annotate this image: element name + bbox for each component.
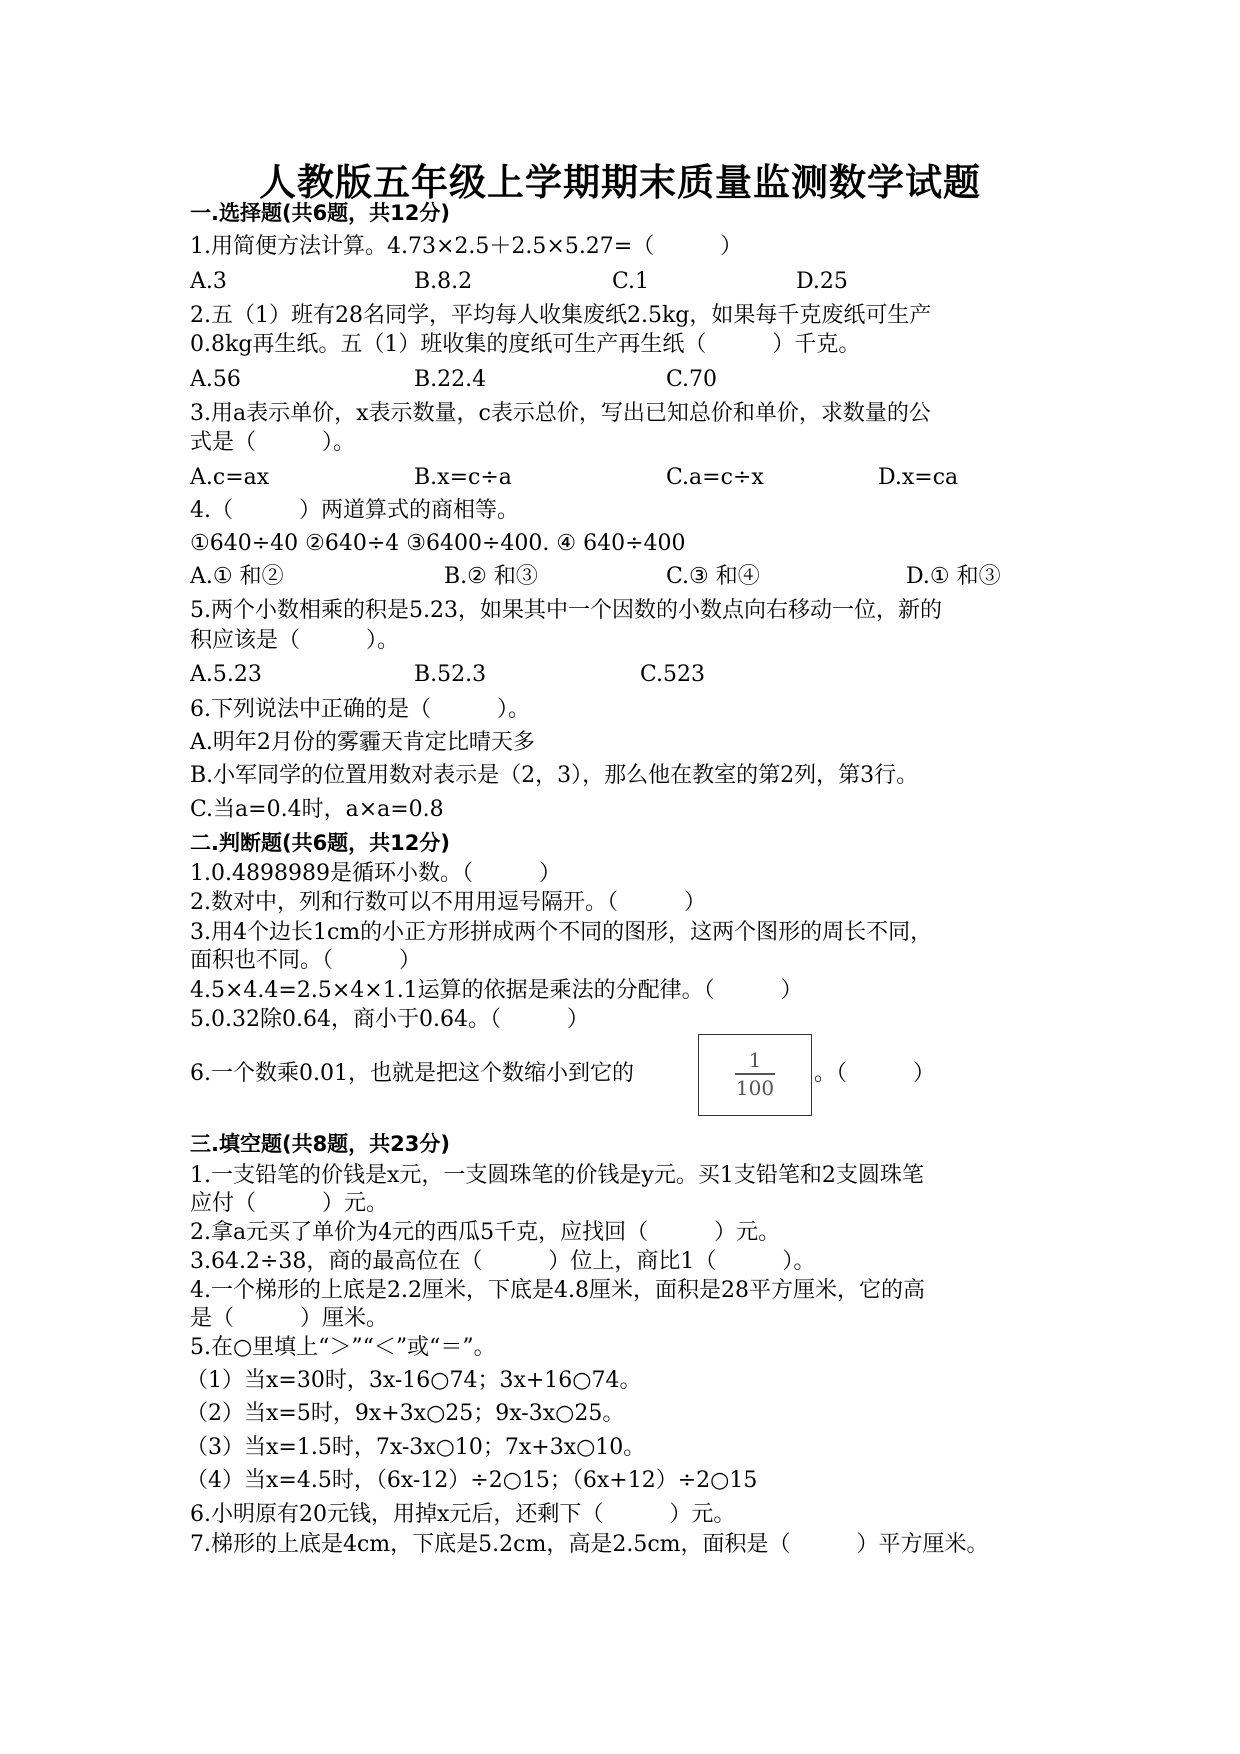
choice-question-6: 6.下列说法中正确的是（ ）。 bbox=[190, 697, 530, 722]
fill-question-6: 6.小明原有20元钱，用掉x元后，还剩下（ ）元。 bbox=[190, 1502, 736, 1527]
judgement-question-3-line2: 面积也不同。（ ） bbox=[190, 948, 422, 973]
fill-5-item-4: （4）当x=4.5时，（6x-12）÷2○15；（6x+12）÷2○15 bbox=[186, 1468, 758, 1493]
fraction-bar bbox=[735, 1073, 775, 1075]
choice-2-option-c: C.70 bbox=[666, 367, 718, 392]
choice-4-option-a: A.① 和② bbox=[190, 564, 284, 589]
choice-question-5-line2: 积应该是（ ）。 bbox=[190, 628, 400, 653]
choice-3-option-b: B.x=c÷a bbox=[414, 465, 512, 490]
section-heading-choice: 一.选择题(共6题，共12分) bbox=[190, 201, 451, 225]
choice-question-3-line2: 式是（ ）。 bbox=[190, 430, 356, 455]
judgement-question-1: 1.0.4898989是循环小数。（ ） bbox=[190, 861, 561, 886]
section-heading-judgement: 二.判断题(共6题，共12分) bbox=[190, 831, 451, 855]
choice-question-5-line1: 5.两个小数相乘的积是5.23，如果其中一个因数的小数点向右移动一位，新的 bbox=[190, 598, 942, 623]
fill-question-5: 5.在○里填上“＞”“＜”或“＝”。 bbox=[190, 1335, 496, 1360]
fraction-denominator: 100 bbox=[735, 1075, 775, 1100]
choice-question-2-line2: 0.8kg再生纸。五（1）班收集的度纸可生产再生纸（ ）千克。 bbox=[190, 332, 861, 357]
choice-4-option-b: B.② 和③ bbox=[444, 564, 538, 589]
choice-question-4-line1: 4.（ ）两道算式的商相等。 bbox=[190, 498, 519, 523]
fill-question-4-line1: 4.一个梯形的上底是2.2厘米，下底是4.8厘米，面积是28平方厘米，它的高 bbox=[190, 1278, 925, 1303]
choice-question-4-line2: ①640÷40 ②640÷4 ③6400÷400. ④ 640÷400 bbox=[190, 531, 686, 556]
fill-5-item-2: （2）当x=5时，9x+3x○25；9x-3x○25。 bbox=[186, 1401, 625, 1426]
judgement-question-2: 2.数对中，列和行数可以不用用逗号隔开。（ ） bbox=[190, 890, 706, 915]
choice-1-option-c: C.1 bbox=[612, 269, 650, 294]
fraction-box bbox=[698, 1034, 812, 1116]
choice-3-option-a: A.c=ax bbox=[190, 465, 270, 490]
fraction-one-hundredth bbox=[699, 1049, 811, 1099]
choice-5-option-c: C.523 bbox=[640, 662, 706, 687]
choice-1-option-a: A.3 bbox=[190, 269, 227, 294]
judgement-question-3-line1: 3.用4个边长1cm的小正方形拼成两个不同的图形，这两个图形的周长不同， bbox=[190, 920, 933, 945]
fraction-numerator: 1 bbox=[748, 1048, 762, 1072]
judgement-question-5: 5.0.32除0.64，商小于0.64。（ ） bbox=[190, 1007, 589, 1032]
fill-question-1-line2: 应付（ ）元。 bbox=[190, 1191, 389, 1216]
choice-1-option-d: D.25 bbox=[796, 269, 848, 294]
page-title: 人教版五年级上学期期末质量监测数学试题 bbox=[259, 161, 981, 204]
choice-4-option-c: C.③ 和④ bbox=[666, 564, 760, 589]
choice-5-option-b: B.52.3 bbox=[414, 662, 487, 687]
choice-6-option-c: C.当a=0.4时，a×a=0.8 bbox=[190, 797, 444, 822]
choice-3-option-c: C.a=c÷x bbox=[666, 465, 764, 490]
fill-question-2: 2.拿a元买了单价为4元的西瓜5千克，应找回（ ）元。 bbox=[190, 1220, 781, 1245]
fill-question-4-line2: 是（ ）厘米。 bbox=[190, 1306, 389, 1331]
fill-question-3: 3.64.2÷38，商的最高位在（ ）位上，商比1（ ）。 bbox=[190, 1249, 816, 1274]
choice-question-2-line1: 2.五（1）班有28名同学，平均每人收集废纸2.5kg，如果每千克废纸可生产 bbox=[190, 303, 932, 328]
section-heading-fill: 三.填空题(共8题，共23分) bbox=[190, 1132, 451, 1156]
judgement-question-6-text: 6.一个数乘0.01，也就是把这个数缩小到它的 bbox=[190, 1061, 634, 1086]
choice-question-1: 1.用简便方法计算。4.73×2.5＋2.5×5.27=（ ） bbox=[190, 234, 743, 259]
choice-6-option-b: B.小军同学的位置用数对表示是（2，3），那么他在教室的第2列，第3行。 bbox=[190, 763, 919, 788]
choice-1-option-b: B.8.2 bbox=[414, 269, 473, 294]
choice-5-option-a: A.5.23 bbox=[190, 662, 262, 687]
choice-3-option-d: D.x=ca bbox=[878, 465, 959, 490]
fill-question-7: 7.梯形的上底是4cm，下底是5.2cm，高是2.5cm，面积是（ ）平方厘米。 bbox=[190, 1532, 989, 1557]
judgement-question-4: 4.5×4.4=2.5×4×1.1运算的依据是乘法的分配律。（ ） bbox=[190, 978, 803, 1003]
choice-2-option-b: B.22.4 bbox=[414, 367, 487, 392]
choice-4-option-d: D.① 和③ bbox=[906, 564, 1001, 589]
judgement-question-6-tail: 。（ ） bbox=[814, 1061, 936, 1086]
choice-2-option-a: A.56 bbox=[190, 367, 241, 392]
fill-question-1-line1: 1.一支铅笔的价钱是x元，一支圆珠笔的价钱是y元。买1支铅笔和2支圆珠笔 bbox=[190, 1163, 924, 1188]
choice-question-3-line1: 3.用a表示单价，x表示数量，c表示总价，写出已知总价和单价，求数量的公 bbox=[190, 401, 931, 426]
choice-6-option-a: A.明年2月份的雾霾天肯定比晴天多 bbox=[190, 730, 535, 755]
fill-5-item-3: （3）当x=1.5时，7x-3x○10；7x+3x○10。 bbox=[186, 1435, 646, 1460]
fill-5-item-1: （1）当x=30时，3x-16○74；3x+16○74。 bbox=[186, 1368, 642, 1393]
